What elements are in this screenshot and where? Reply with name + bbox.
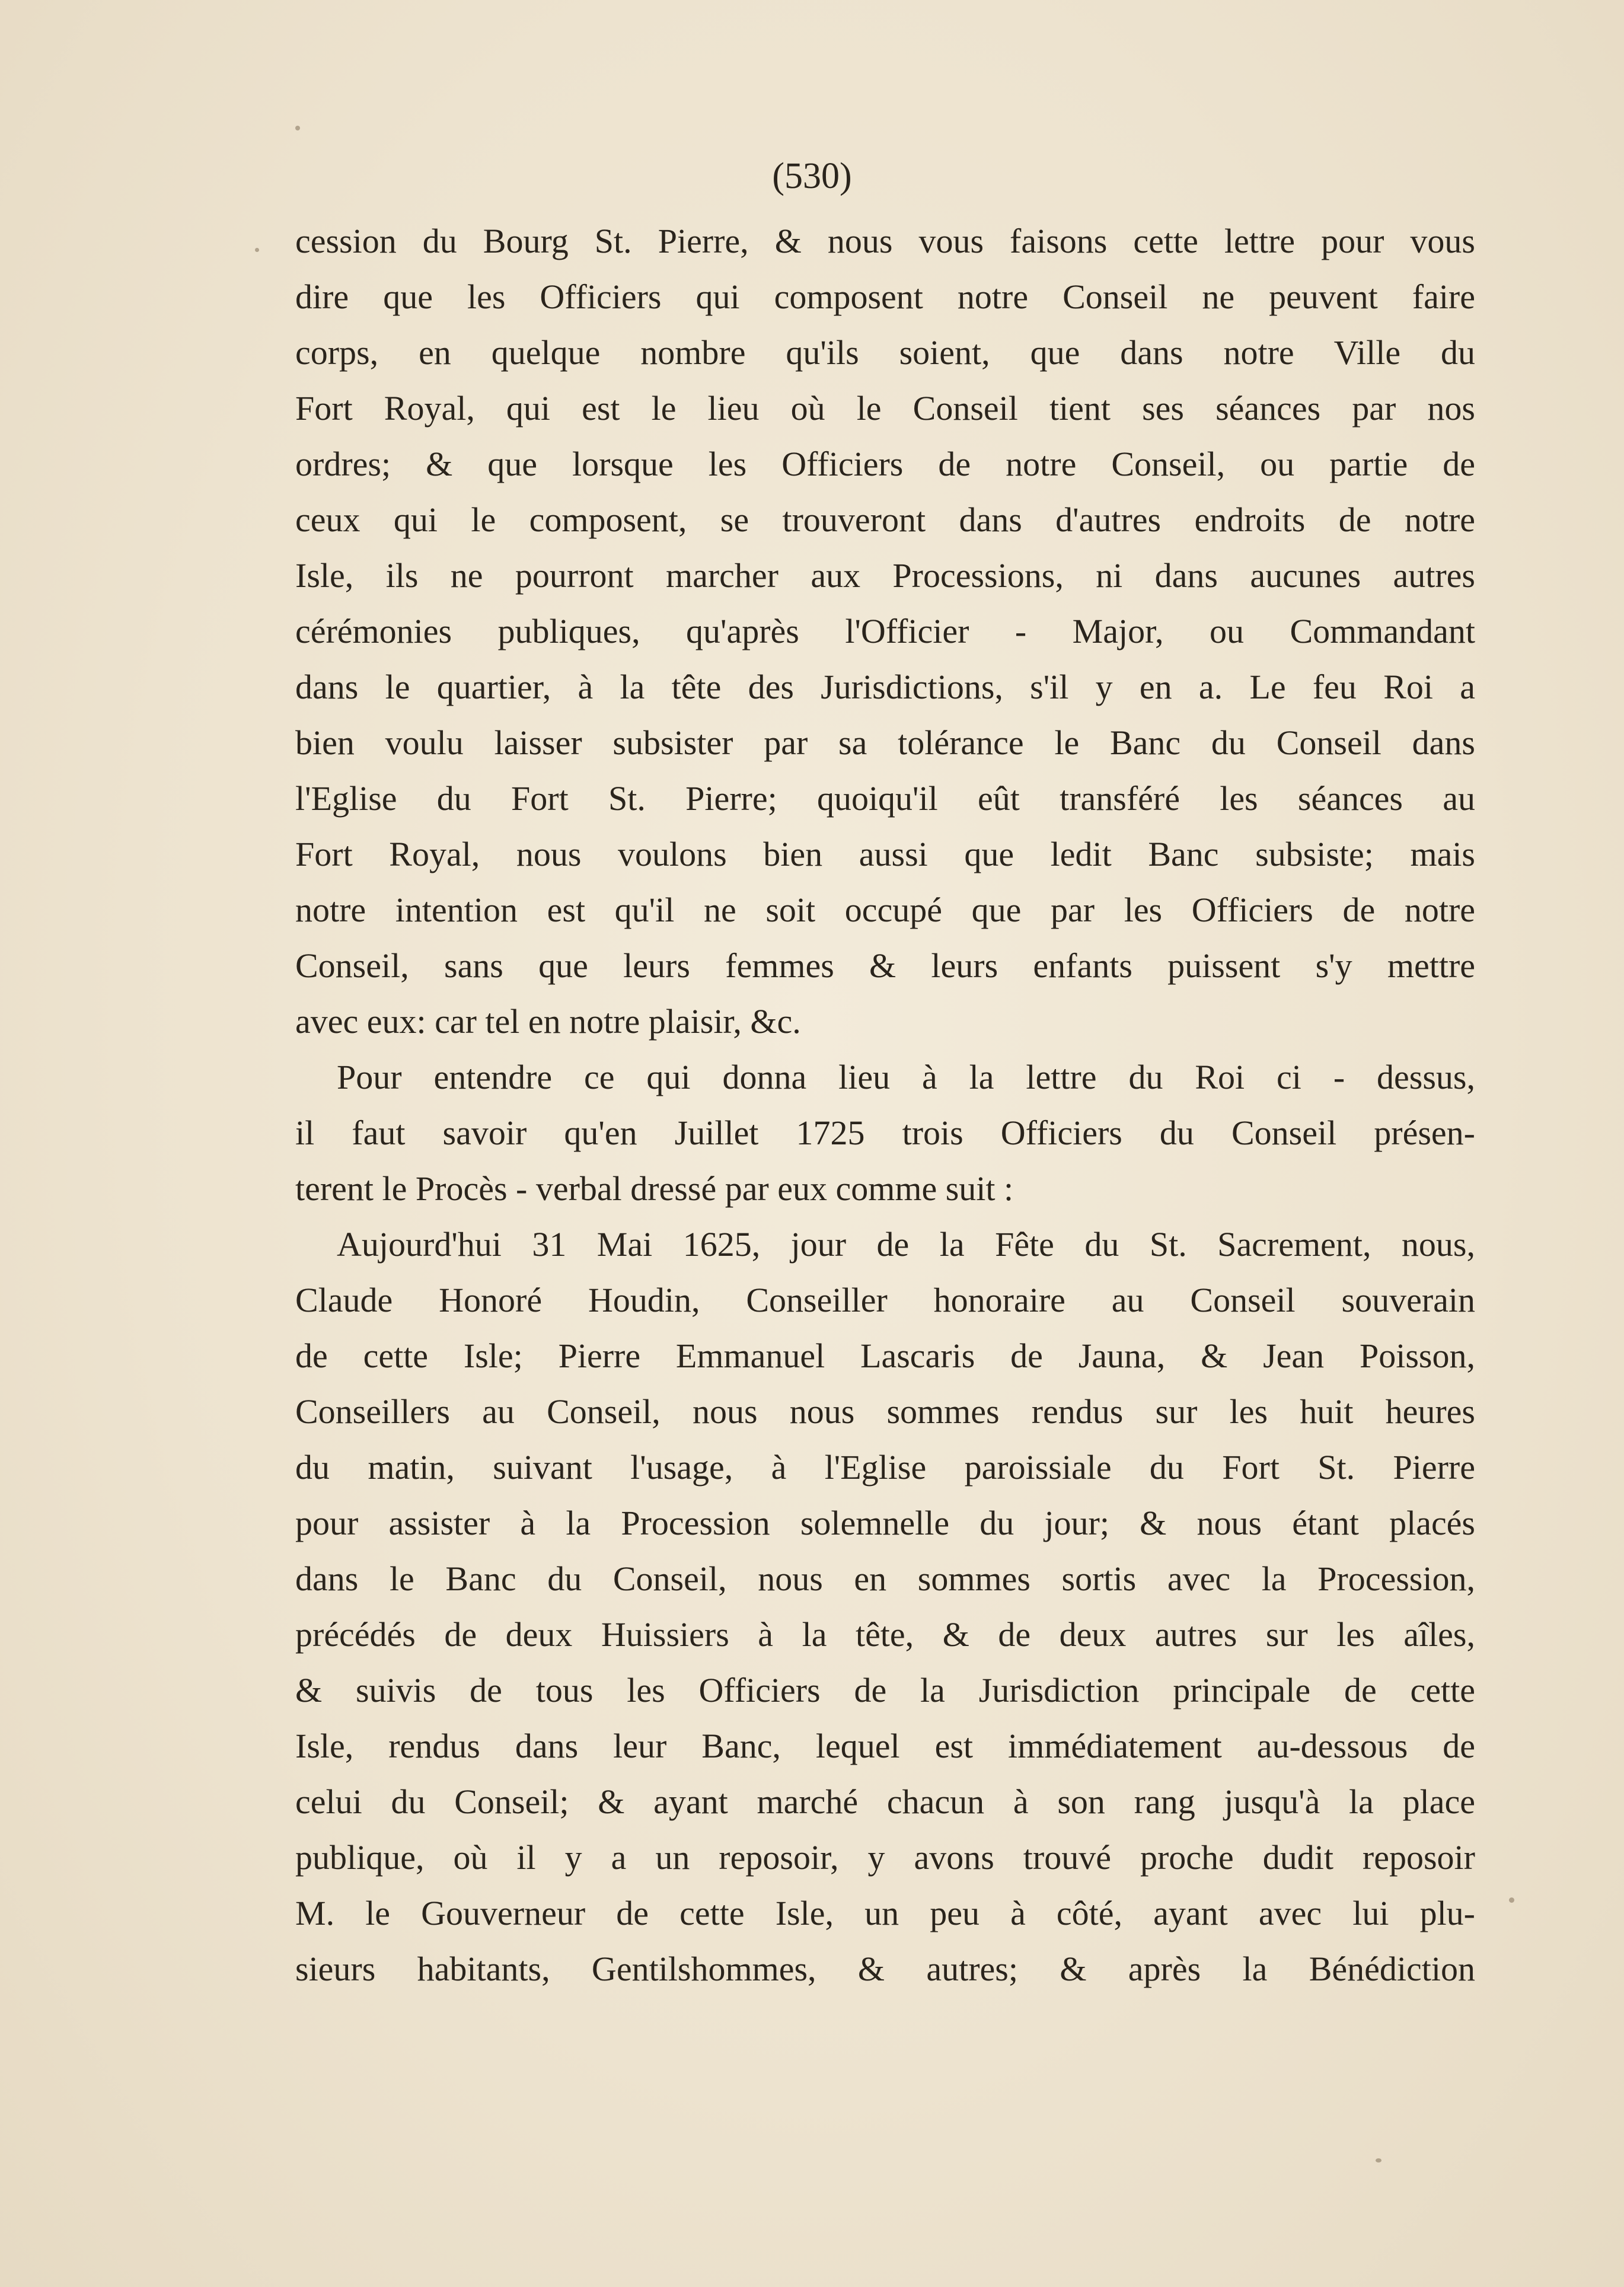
text-line: Fort Royal, qui est le lieu où le Conseil tient ses séances par nos — [295, 389, 1475, 428]
text-line: cession du Bourg St. Pierre, & nous vous faisons cette lettre pour vous — [295, 222, 1475, 260]
text-line: & suivis de tous les Officiers de la Jurisdiction principale de cette — [295, 1671, 1475, 1709]
text-line: Isle, ils ne pourront marcher aux Processions, ni dans aucunes autres — [295, 556, 1475, 595]
text-line: notre intention est qu'il ne soit occupé que par les Officiers de notre — [295, 891, 1475, 929]
text-line: corps, en quelque nombre qu'ils soient, que dans notre Ville du — [295, 333, 1475, 372]
text-line: Pour entendre ce qui donna lieu à la lettre du Roi ci - dessus, — [337, 1058, 1475, 1096]
text-line: pour assister à la Procession solemnelle du jour; & nous étant placés — [295, 1504, 1475, 1542]
text-line: celui du Conseil; & ayant marché chacun à son rang jusqu'à la place — [295, 1782, 1475, 1821]
text-line: précédés de deux Huissiers à la tête, & de deux autres sur les aîles, — [295, 1615, 1475, 1654]
text-line: ordres; & que lorsque les Officiers de notre Conseil, ou partie de — [295, 445, 1475, 483]
text-line: du matin, suivant l'usage, à l'Eglise paroissiale du Fort St. Pierre — [295, 1448, 1475, 1487]
text-line: dire que les Officiers qui composent notre Conseil ne peuvent faire — [295, 277, 1475, 316]
text-line: sieurs habitants, Gentilshommes, & autres; & après la Bénédiction — [295, 1950, 1475, 1988]
paper-speck — [295, 126, 300, 130]
text-line: publique, où il y a un reposoir, y avons trouvé proche dudit reposoir — [295, 1838, 1475, 1877]
text-line: avec eux: car tel en notre plaisir, &c. — [295, 1002, 801, 1041]
text-line: ceux qui le composent, se trouveront dans d'autres endroits de notre — [295, 500, 1475, 539]
text-line: bien voulu laisser subsister par sa tolérance le Banc du Conseil dans — [295, 723, 1475, 762]
text-line: il faut savoir qu'en Juillet 1725 trois Officiers du Conseil présen- — [295, 1114, 1475, 1152]
text-line: de cette Isle; Pierre Emmanuel Lascaris de Jauna, & Jean Poisson, — [295, 1337, 1475, 1375]
text-line: dans le Banc du Conseil, nous en sommes sortis avec la Procession, — [295, 1559, 1475, 1598]
paper-speck — [1509, 1897, 1514, 1903]
text-line: Conseillers au Conseil, nous nous sommes rendus sur les huit heures — [295, 1392, 1475, 1431]
body-text — [295, 213, 1475, 1997]
text-line: Claude Honoré Houdin, Conseiller honoraire au Conseil souverain — [295, 1281, 1475, 1319]
paper-speck — [1376, 2158, 1381, 2162]
text-line: M. le Gouverneur de cette Isle, un peu à côté, ayant avec lui plu- — [295, 1894, 1475, 1932]
text-line: Aujourd'hui 31 Mai 1625, jour de la Fête du St. Sacrement, nous, — [337, 1225, 1475, 1264]
page-number: (530) — [772, 156, 852, 196]
text-line: terent le Procès - verbal dressé par eux comme suit : — [295, 1169, 1014, 1208]
text-line: Isle, rendus dans leur Banc, lequel est immédiatement au-dessous de — [295, 1727, 1475, 1765]
paper-speck — [255, 248, 259, 252]
text-line: dans le quartier, à la tête des Jurisdictions, s'il y en a. Le feu Roi a — [295, 668, 1475, 706]
text-line: Conseil, sans que leurs femmes & leurs enfants puissent s'y mettre — [295, 946, 1475, 985]
text-line: cérémonies publiques, qu'après l'Officier - Major, ou Commandant — [295, 612, 1475, 650]
text-line: Fort Royal, nous voulons bien aussi que ledit Banc subsiste; mais — [295, 835, 1475, 873]
text-line: l'Eglise du Fort St. Pierre; quoiqu'il eût transféré les séances au — [295, 779, 1475, 818]
